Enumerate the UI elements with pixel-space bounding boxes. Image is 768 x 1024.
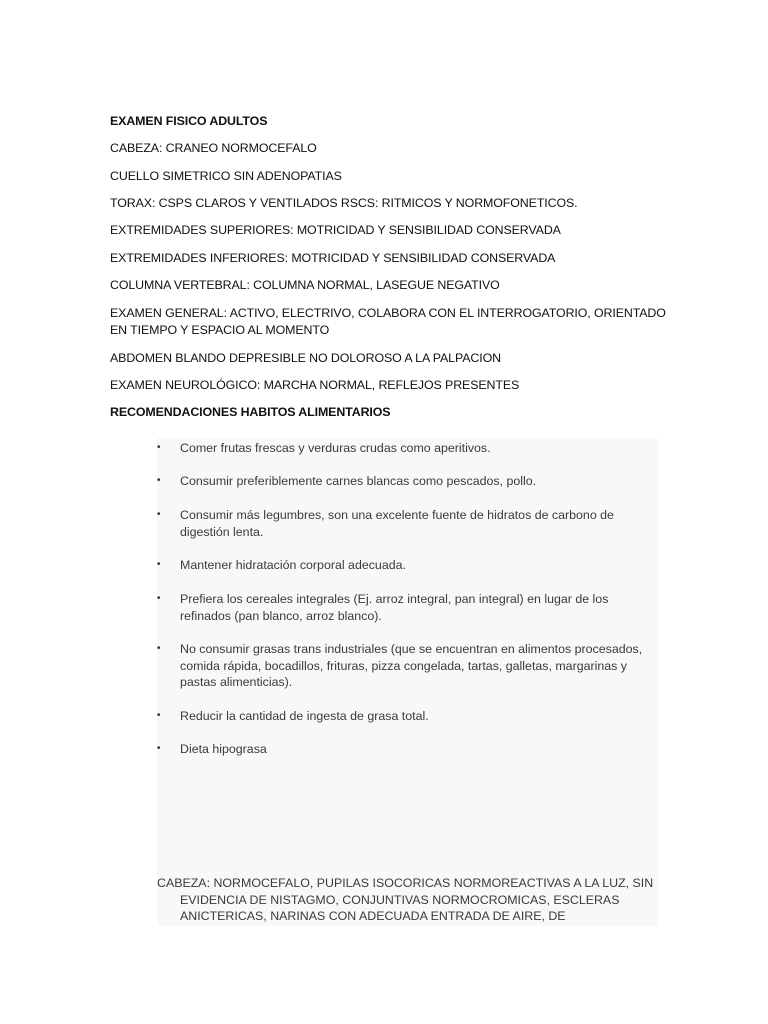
exam-line-columna: COLUMNA VERTEBRAL: COLUMNA NORMAL, LASEGUE NEGATIVO (110, 278, 500, 292)
exam-line-cabeza: CABEZA: CRANEO NORMOCEFALO (110, 141, 317, 155)
exam-line-torax: TORAX: CSPS CLAROS Y VENTILADOS RSCS: RITMICOS Y NORMOFONETICOS. (110, 196, 578, 210)
cabeza-paragraph: CABEZA: NORMOCEFALO, PUPILAS ISOCORICAS NORMOREACTIVAS A LA LUZ, SIN EVIDENCIA DE NISTAGMO, CONJUNTIVAS NORMOCROMICAS, ESCLERAS ANICTERICAS, NARINAS CON ADECUADA ENTRADA DE AIRE, DE (157, 876, 654, 923)
bullet-icon: • (157, 559, 161, 570)
exam-line-neurologico: EXAMEN NEUROLÓGICO: MARCHA NORMAL, REFLEJOS PRESENTES (110, 378, 520, 392)
recommendations-heading: RECOMENDACIONES HABITOS ALIMENTARIOS (110, 405, 391, 419)
list-item-text: Reducir la cantidad de ingesta de grasa total. (180, 709, 429, 723)
bullet-icon: • (157, 509, 161, 520)
list-item-text: Prefiera los cereales integrales (Ej. arroz integral, pan integral) en lugar de los refinados (pan blanco, arroz blanco). (180, 592, 609, 623)
list-item-text: Comer frutas frescas y verduras crudas como aperitivos. (180, 441, 491, 455)
exam-line-abdomen: ABDOMEN BLANDO DEPRESIBLE NO DOLOROSO A LA PALPACION (110, 351, 501, 365)
list-item-text: Consumir preferiblemente carnes blancas como pescados, pollo. (180, 474, 537, 488)
exam-line-general: EXAMEN GENERAL: ACTIVO, ELECTRIVO, COLABORA CON EL INTERROGATORIO, ORIENTADO EN TIEMPO Y ESPACIO AL MOMENTO (110, 306, 666, 337)
exam-line-extremidades-superiores: EXTREMIDADES SUPERIORES: MOTRICIDAD Y SENSIBILIDAD CONSERVADA (110, 223, 561, 237)
list-item-text: Dieta hipograsa (180, 742, 267, 756)
list-item-text: Consumir más legumbres, son una excelente fuente de hidratos de carbono de digestión lenta. (180, 508, 614, 539)
bullet-icon: • (157, 743, 161, 754)
bullet-icon: • (157, 710, 161, 721)
document-title: EXAMEN FISICO ADULTOS (110, 114, 268, 128)
bullet-icon: • (157, 643, 161, 654)
exam-line-cuello: CUELLO SIMETRICO SIN ADENOPATIAS (110, 169, 342, 183)
bullet-icon: • (157, 475, 161, 486)
list-item-text: Mantener hidratación corporal adecuada. (180, 558, 406, 572)
bullet-icon: • (157, 442, 161, 453)
list-item-text: No consumir grasas trans industriales (que se encuentran en alimentos procesados, comida rápida, bocadillos, frituras, pizza congelada, tartas, galletas, margarinas y pastas alimenticias). (180, 642, 643, 689)
bullet-icon: • (157, 593, 161, 604)
recommendations-panel (157, 438, 658, 926)
exam-line-extremidades-inferiores: EXTREMIDADES INFERIORES: MOTRICIDAD Y SENSIBILIDAD CONSERVADA (110, 251, 556, 265)
